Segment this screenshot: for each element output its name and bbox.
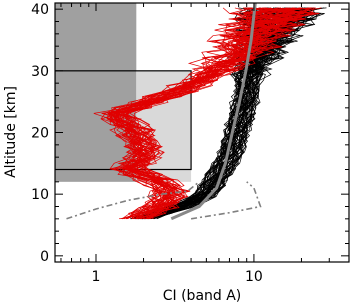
y-tick-label: 40 <box>31 2 49 19</box>
dark-region <box>55 3 136 182</box>
y-tick-label: 20 <box>31 125 49 142</box>
y-tick-label: 10 <box>31 187 49 204</box>
y-tick-label: 30 <box>31 63 49 80</box>
x-tick-label: 1 <box>91 269 101 285</box>
y-tick-label: 0 <box>40 248 49 265</box>
x-axis-title: CI (band A) <box>162 288 242 304</box>
y-axis-title: Altitude [km] <box>3 86 19 178</box>
x-tick-label: 10 <box>245 269 263 285</box>
